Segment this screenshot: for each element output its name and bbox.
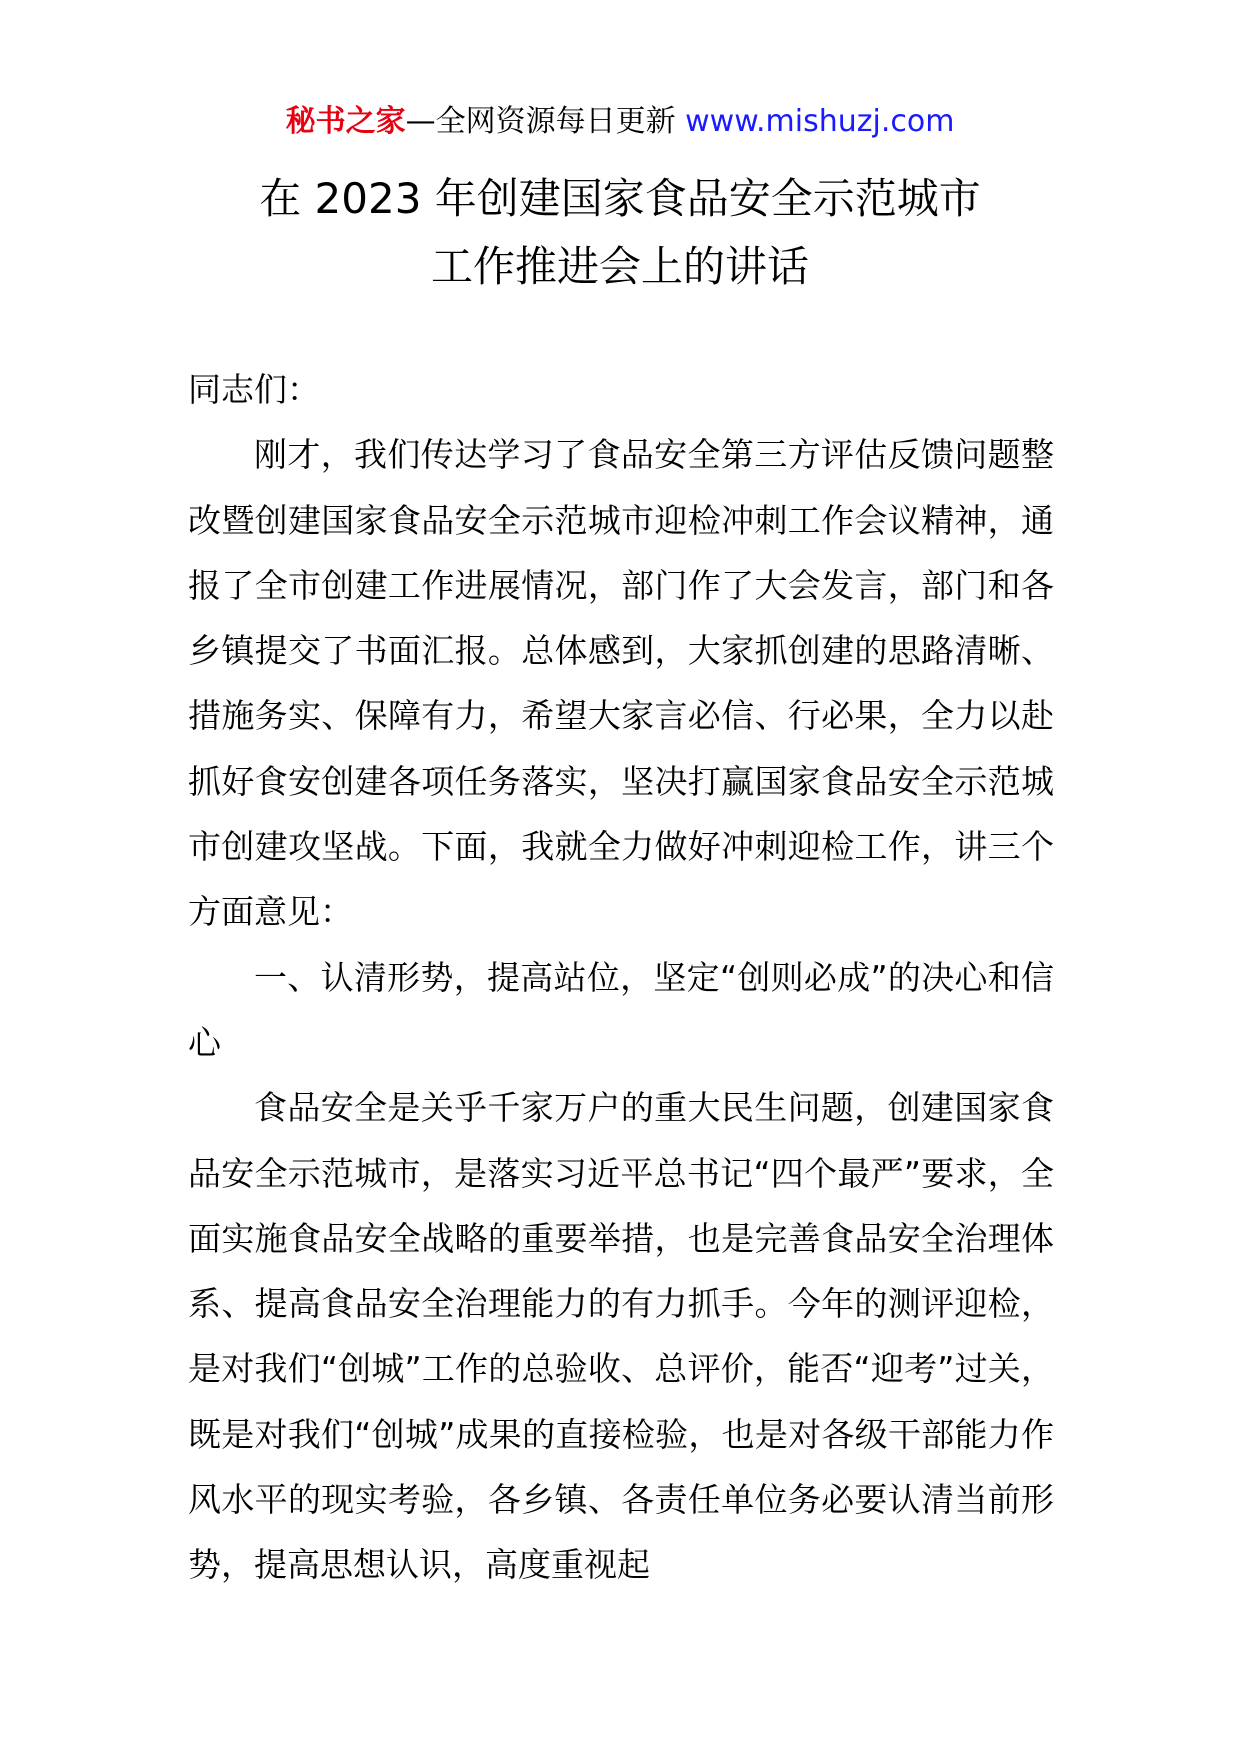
paragraph-section-1: 食品安全是关乎千家万户的重大民生问题，创建国家食品安全示范城市，是落实习近平总书记“四个最严”要求，全面实施食品安全战略的重要举措，也是完善食品安全治理体系、提高食品安全治理能力的有力抓手。今年的测评迎检，是对我们“创城”工作的总验收、总评价，能否“迎考”过关，既是对我们“创城”成果的直接检验，也是对各级干部能力作风水平的现实考验，各乡镇、各责任单位务必要认清当前形势，提高思想认识，高度重视起 xyxy=(188,1088,1054,1585)
site-tagline: —全网资源每日更新 xyxy=(405,104,686,139)
site-brand: 秘书之家 xyxy=(285,104,406,139)
title-line-1: 在 2023 年创建国家食品安全示范城市 xyxy=(259,174,981,223)
document-body xyxy=(188,357,1054,1598)
salutation: 同志们： xyxy=(188,370,320,409)
title-line-2: 工作推进会上的讲话 xyxy=(430,242,809,291)
document-title xyxy=(0,165,1240,301)
paragraph-intro: 刚才，我们传达学习了食品安全第三方评估反馈问题整改暨创建国家食品安全示范城市迎检冲刺工作会议精神，通报了全市创建工作进展情况，部门作了大会发言，部门和各乡镇提交了书面汇报。总体感到，大家抓创建的思路清晰、措施务实、保障有力，希望大家言必信、行必果，全力以赴抓好食安创建各项任务落实，坚决打赢国家食品安全示范城市创建攻坚战。下面，我就全力做好冲刺迎检工作，讲三个方面意见： xyxy=(188,435,1054,932)
section-heading-1: 一、认清形势，提高站位，坚定“创则必成”的决心和信心 xyxy=(188,957,1054,1062)
site-url-link[interactable]: www.mishuzj.com xyxy=(685,104,955,139)
site-header xyxy=(0,102,1240,142)
